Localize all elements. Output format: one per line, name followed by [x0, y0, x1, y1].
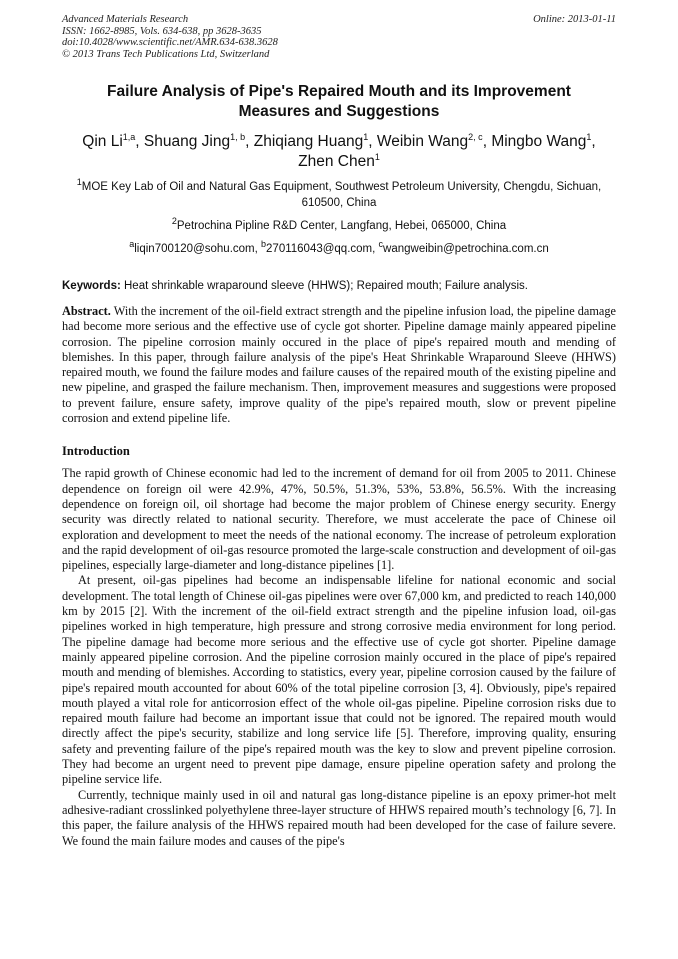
email-list — [62, 241, 616, 257]
email[interactable]: $^c$wangweibin@petrochina.com.cn — [378, 239, 549, 255]
intro-paragraph-3: Currently, technique mainly used in oil and natural gas long-distance pipeline is an epoxy primer-hot melt adhesive-radiant crosslinked polyethylene three-layer structure of HHWS repaired mouth’s technology [6, 7]. In this paper, the failure analysis of the HHWS repaired mouth had been developed for the case of failure severe. We found the main failure modes and causes of the pipe's — [62, 787, 616, 848]
author: Weibin Wang$^{2, c}$, — [376, 131, 492, 150]
intro-paragraph-2: At present, oil-gas pipelines had become an indispensable lifeline for national economic and social development. The total length of Chinese oil-gas pipelines were over 67,000 km, and predicted to reach 140,000 km by 2015 [2]. With the increment of the oil-field extract strength and the pipeline infusion load, oil-gas pipelines worked in high temperature, high pressure and strong corrosive media environment for long period. The pipeline damage had become more serious and the effective use of cycle got shorter. Pipeline damage mainly appeared pipeline corrosion. And the pipeline corrosion mainly occured in the place of pipe's repaired mouth and mending of blemishes. According to statistics, every year, pipeline corrosion caused by the failure of pipe's repaired mouth accounted for about 60% of the total pipeline corrosion [3, 4]. Obviously, pipe's repaired mouth played a vital role for anticorrosion effect of the whole oil-gas pipeline. Pipeline corrosion risks due to repaired mouth failure had become an important issue that could not be ignored. The repaired mouth would directly affect the pipe's security, stabilize and long service life [5]. Therefore, improving quality, ensuring safety and preventing failure of the pipe's repaired mouth was the key to slow and prevent pipeline corrosion. They had become an urgent need to prevent pipe damage, ensure pipeline operation safety and prolong the pipeline service life. — [62, 573, 616, 787]
abstract — [62, 304, 616, 426]
author-list — [62, 132, 616, 172]
doi-line: doi:10.4028/www.scientific.net/AMR.634-638.3628 — [62, 37, 278, 48]
affiliation-1: $^1$MOE Key Lab of Oil and Natural Gas Equipment, Southwest Petroleum University, Chengdu, Sichuan, 610500, China — [76, 177, 602, 209]
paper-title: Failure Analysis of Pipe's Repaired Mouth and its Improvement Measures and Suggestions — [107, 83, 571, 120]
abstract-label: Abstract. — [62, 304, 111, 318]
affiliation-2: $^2$Petrochina Pipline R&D Center, Langfang, Hebei, 065000, China — [171, 216, 507, 232]
intro-paragraph-1: The rapid growth of Chinese economic had led to the increment of demand for oil from 2005 to 2011. Chinese dependence on foreign oil were 42.9%, 47%, 50.5%, 51.3%, 53%, 53.8%, 56.5%. With the increasing dependence on foreign oil, oil shortage had become the major problem of Chinese energy security. Energy security was directly related to national security. Therefore, we must accelerate the pace of Chinese oil exploration and development to meet the needs of the national economy. The increase of petroleum exploration and the rapid development of oil-gas resource promoted the large-scale construction and development of oil-gas pipelines, especially large-diameter and long-distance pipelines [1]. — [62, 466, 616, 573]
keywords-text: Heat shrinkable wraparound sleeve (HHWS); Repaired mouth; Failure analysis. — [120, 280, 528, 292]
email[interactable]: $^b$270116043@qq.com, — [261, 239, 379, 255]
author: Zhen Chen$^1$ — [298, 151, 380, 170]
author: Qin Li$^{1,a}$, — [82, 131, 144, 150]
section-heading-introduction: Introduction — [62, 444, 130, 459]
author: Mingbo Wang$^1$, — [491, 131, 596, 150]
online-date: Online: 2013-01-11 — [533, 14, 616, 25]
author: Shuang Jing$^{1, b}$, — [143, 131, 254, 150]
keywords-label: Keywords: — [62, 280, 121, 292]
journal-header — [62, 14, 616, 60]
author: Zhiqiang Huang$^1$, — [253, 131, 377, 150]
copyright-line: © 2013 Trans Tech Publications Ltd, Switzerland — [62, 48, 270, 60]
journal-name: Advanced Materials Research — [62, 14, 189, 25]
email[interactable]: $^a$liqin700120@sohu.com, — [129, 239, 262, 255]
keywords — [62, 279, 616, 293]
abstract-text: With the increment of the oil-field extract strength and the pipeline infusion load, the pipeline damage had become more serious and the effective use of cycle got shorter. Pipeline damage mainly appeared pipeline corrosion. The pipeline corrosion mainly occured in the place of pipe's repaired mouth and mending of blemishes. In this paper, through failure analysis of the pipe's Heat Shrinkable Wraparound Sleeve (HHWS) repaired mouth, we found the failure modes and failure causes of the repaired mouth of the existing pipeline and new pipeline, and grasped the failure mechanism. Then, improvement measures and suggestions were proposed to prevent failure, ensure safety, improve quality of the pipe's repaired mouth, slow or prevent pipeline corrosion and extend pipeline life. — [62, 304, 616, 426]
issn-line: ISSN: 1662-8985, Vols. 634-638, pp 3628-3635 — [62, 25, 262, 37]
